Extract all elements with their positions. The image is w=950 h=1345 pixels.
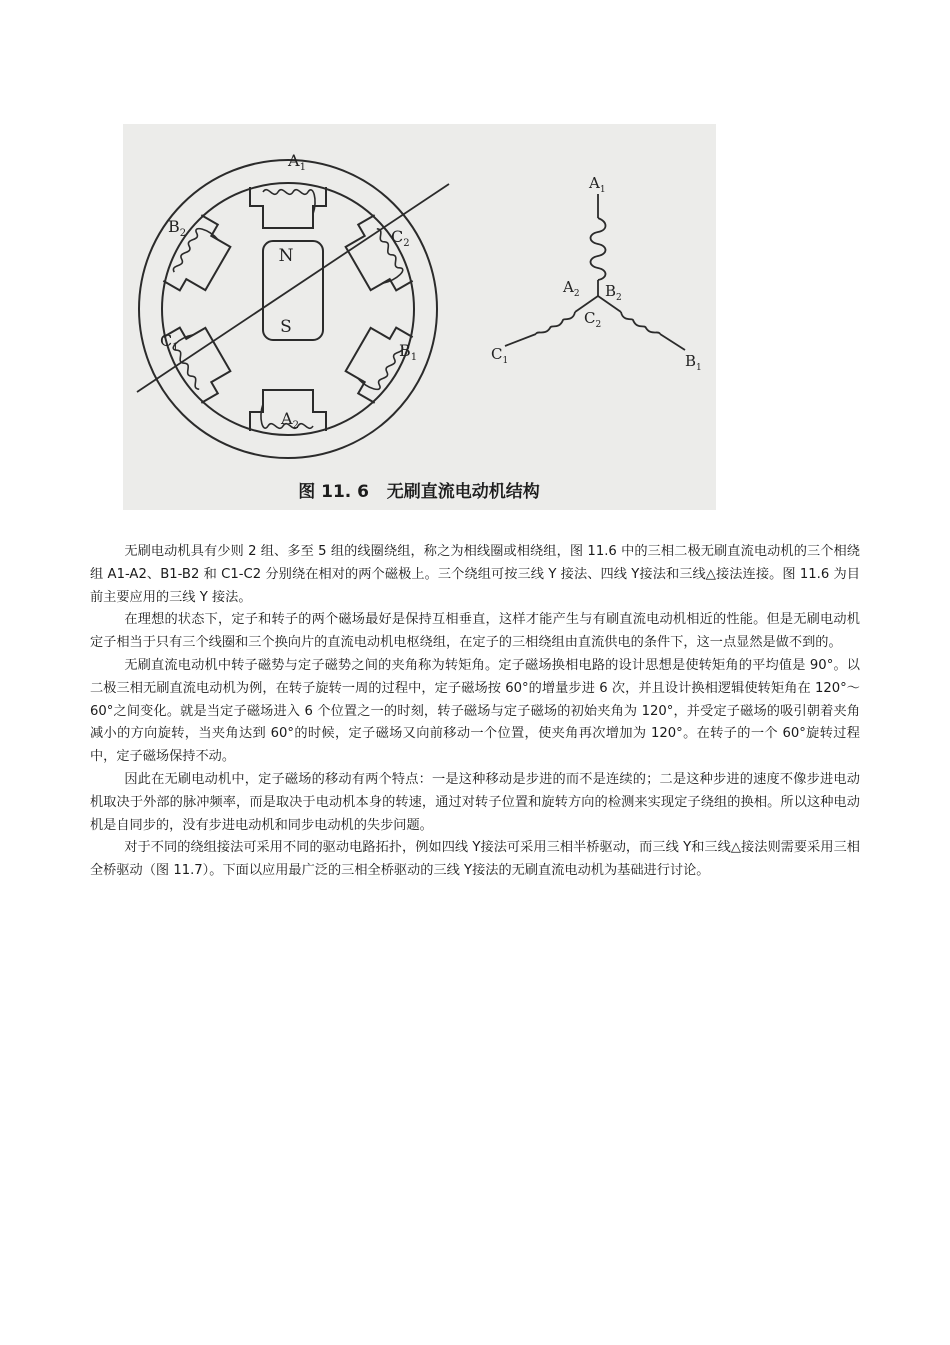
paragraph: 无刷直流电动机中转子磁势与定子磁势之间的夹角称为转矩角。定子磁场换相电路的设计思想是使转矩角的平均值是 90°。以二极三相无刷直流电动机为例，在转子旋转一周的过程中，定子磁场按 60°的增量步进 6 次，并且设计换相逻辑使转矩角在 120°～60°之间变化。就是当定子磁场进入 6 个位置之一的时刻，转子磁场与定子磁场的初始夹角为 120°，并受定子磁场的吸引朝着夹角减小的方向旋转，当夹角达到 60°的时候，定子磁场又向前移动一个位置，使夹角再次增加为 120°。在转子的一个 60°旋转过程中，定子磁场保持不动。 bbox=[90, 657, 860, 765]
coil-label-c2: $C_2$ bbox=[391, 227, 410, 249]
paragraph: 无刷电动机具有少则 2 组、多至 5 组的线圈绕组，称之为相线圈或相绕组，图 11.6 中的三相二极无刷直流电动机的三个相绕组 A1-A2、B1-B2 和 C1-C2 分别绕在相对的两个磁极上。三个绕组可按三线 Y 接法、四线 Y接法和三线△接法连接。图 11.6 为目前主要应用的三线 Y 接法。 bbox=[90, 544, 860, 605]
coil-label-c1: $C_1$ bbox=[160, 331, 179, 353]
wye-label-b1: $B_1$ bbox=[685, 352, 702, 373]
motor-structure-figure bbox=[123, 124, 716, 510]
rotor-north-label: N bbox=[278, 246, 294, 266]
wye-label-c2: $C_2$ bbox=[584, 309, 602, 330]
body-text bbox=[90, 541, 860, 883]
wye-label-a1: $A_1$ bbox=[589, 174, 606, 195]
paragraph: 在理想的状态下，定子和转子的两个磁场最好是保持互相垂直，这样才能产生与有刷直流电动机相近的性能。但是无刷电动机定子相当于只有三个线圈和三个换向片的直流电动机电枢绕组，在定子的三相绕组由直流供电的条件下，这一点显然是做不到的。 bbox=[90, 612, 860, 651]
coil-label-b1: $B_1$ bbox=[399, 341, 418, 363]
paragraph: 对于不同的绕组接法可采用不同的驱动电路拓扑，例如四线 Y接法可采用三相半桥驱动，而三线 Y和三线△接法则需要采用三相全桥驱动（图 11.7）。下面以应用最广泛的三相全桥驱动的三线 Y接法的无刷直流电动机为基础进行讨论。 bbox=[90, 840, 860, 879]
coil-label-a1: $A_1$ bbox=[288, 151, 306, 173]
coil-label-a2: $A_2$ bbox=[281, 409, 299, 431]
paragraph: 因此在无刷电动机中，定子磁场的移动有两个特点：一是这种移动是步进的而不是连续的；二是这种步进的速度不像步进电动机取决于外部的脉冲频率，而是取决于电动机本身的转速，通过对转子位置和旋转方向的检测来实现定子绕组的换相。所以这种电动机是自同步的，没有步进电动机和同步电动机的失步问题。 bbox=[90, 771, 860, 833]
figure-svg bbox=[123, 124, 716, 510]
figure-caption: 图 11. 6 无刷直流电动机结构 bbox=[298, 482, 540, 502]
wye-label-b2: $B_2$ bbox=[605, 282, 622, 303]
pole-c1 bbox=[163, 317, 237, 403]
pole-a1 bbox=[250, 187, 326, 228]
wye-label-c1: $C_1$ bbox=[491, 345, 509, 366]
coil-label-b2: $B_2$ bbox=[168, 217, 187, 239]
rotor-south-label: S bbox=[280, 317, 292, 337]
wye-label-a2: $A_2$ bbox=[563, 278, 580, 299]
stator-inner-ring bbox=[162, 183, 414, 435]
